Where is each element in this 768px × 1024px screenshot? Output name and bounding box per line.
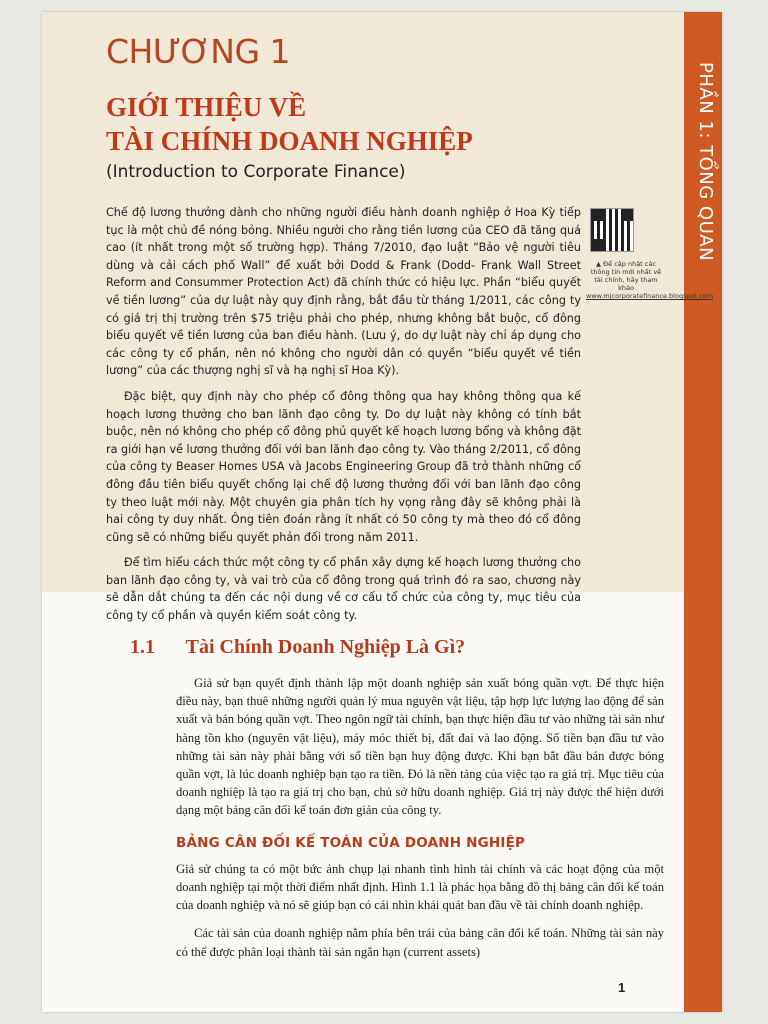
chapter-label: CHƯƠNG 1	[106, 32, 291, 71]
section-number: 1.1	[130, 636, 155, 658]
intro-paragraph: Đặc biệt, quy định này cho phép cổ đông thông qua hay không thông qua kế hoạch lương thưởng cho ban lãnh đạo công ty. Do dự luật này không có tính bắt buộc, nên nó không cho phép cổ đông phủ quyết kế hoạch lương bổng và không đặt ra giới hạn về lương thưởng đối với ban lãnh đạo công ty. Vào tháng 2/2011, cổ đông của công ty Beaser Homes USA và Jacobs Engineering Group đã trở thành những cổ đông đầu tiên biểu quyết chống lại chế độ lương thưởng đối với ban lãnh đạo công ty theo luật mới này. Một chuyên gia phân tích hy vọng rằng đây sẽ không phải là hai công ty duy nhất. Ông tiên đoán rằng ít nhất có 50 công ty mà theo đó cổ đông cũng sẽ có những biểu quyết phản đối trong năm 2011.	[106, 389, 581, 544]
intro-paragraph: Để tìm hiểu cách thức một công ty cổ phần xây dựng kế hoạch lương thưởng cho ban lãnh đạo công ty, và vai trò của cổ đông trong quá trình đó ra sao, chương này sẽ dẫn dắt chúng ta đến các nội dung về cơ cấu tổ chức của công ty, mục tiêu của công ty cổ phần và quyền kiểm soát công ty.	[106, 556, 581, 623]
page-number: 1	[618, 980, 626, 995]
part-title: PHẦN 1: TỔNG QUAN	[695, 62, 716, 262]
chapter-title-line-2: TÀI CHÍNH DOANH NGHIỆP	[106, 126, 473, 156]
qr-note-link[interactable]: www.mjcorporatefinance.blogspot.com	[586, 292, 714, 300]
section-heading	[130, 636, 465, 659]
part-side-bar	[684, 12, 722, 1012]
subheading: BẢNG CÂN ĐỐI KẾ TOÁN CỦA DOANH NGHIỆP	[176, 834, 526, 851]
qr-note-text: ▲ Để cập nhật các thông tin mới nhất về tài chính, hãy tham khảo	[590, 260, 662, 292]
chapter-title	[106, 90, 473, 158]
qr-note	[586, 260, 714, 300]
body-paragraph: Giả sử bạn quyết định thành lập một doanh nghiệp sản xuất bóng quần vợt. Để thực hiện điều này, bạn thuê những người quản lý mua nguyên vật liệu, tập hợp lực lượng lao động để sản xuất và bán bóng quần vợt. Theo ngôn ngữ tài chính, bạn thực hiện đầu tư vào những tài sản như hàng tồn kho (nguyên vật liệu), máy móc thiết bị, đất đai và lao động. Số tiền bạn đầu tư vào những tài sản này phải bằng với số tiền bạn huy động được. Khi bạn bắt đầu bán được bóng quần vợt, là lúc doanh nghiệp bạn tạo ra tiền. Đó là nền tảng của việc tạo ra giá trị. Mục tiêu của doanh nghiệp là tạo ra giá trị cho bạn, chủ sở hữu doanh nghiệp. Giá trị này được thể hiện dưới dạng một bảng cân đối kế toán đơn giản của công ty.	[176, 676, 664, 818]
body-paragraph: Giả sử chúng ta có một bức ảnh chụp lại nhanh tình hình tài chính và các hoạt động của một doanh nghiệp tại một thời điểm nhất định. Hình 1.1 là phác họa bằng đồ thị bảng cân đối kế toán của doanh nghiệp và nó sẽ giúp bạn có cái nhìn khái quát ban đầu về tài chính doanh nghiệp.	[176, 861, 664, 913]
chapter-title-line-1: GIỚI THIỆU VỀ	[106, 92, 307, 122]
section-title: Tài Chính Doanh Nghiệp Là Gì?	[185, 636, 466, 658]
body-paragraph: Các tài sản của doanh nghiệp nằm phía bên trái của bảng cân đối kế toán. Những tài sản này có thể được phân loại thành tài sản ngắn hạn (current assets)	[176, 926, 664, 959]
chapter-intro	[106, 204, 581, 633]
section-body	[176, 674, 664, 961]
book-page	[42, 12, 722, 1012]
chapter-subtitle: (Introduction to Corporate Finance)	[106, 162, 406, 182]
qr-code-icon	[590, 208, 634, 252]
intro-paragraph: Chế độ lương thưởng dành cho những người điều hành doanh nghiệp ở Hoa Kỳ tiếp tục là một chủ đề nóng bỏng. Nhiều người cho rằng tiền lương của CEO đã tăng quá cao (ít nhất trong một số trường hợp). Tháng 7/2010, đạo luật “Bảo vệ người tiêu dùng và cải cách phố Wall” để xuất bởi Dodd & Frank (Dodd- Frank Wall Street Reform and Consummer Protection Act) đã chính thức có hiệu lực. Phần “biểu quyết về tiền lương” của dự luật này quy định rằng, bắt đầu từ tháng 1/2011, các công ty có giá trị thị trường trên $75 triệu phải cho phép, nhưng không bắt buộc, cổ đông biểu quyết về tiền lương của ban điều hành. (Lưu ý, do dự luật này chỉ áp dụng cho các công ty cổ phần, nên nó không cho người dân có quyền “biểu quyết về tiền lương” của các thượng nghị sĩ và hạ nghị sĩ Hoa Kỳ).	[106, 206, 581, 378]
